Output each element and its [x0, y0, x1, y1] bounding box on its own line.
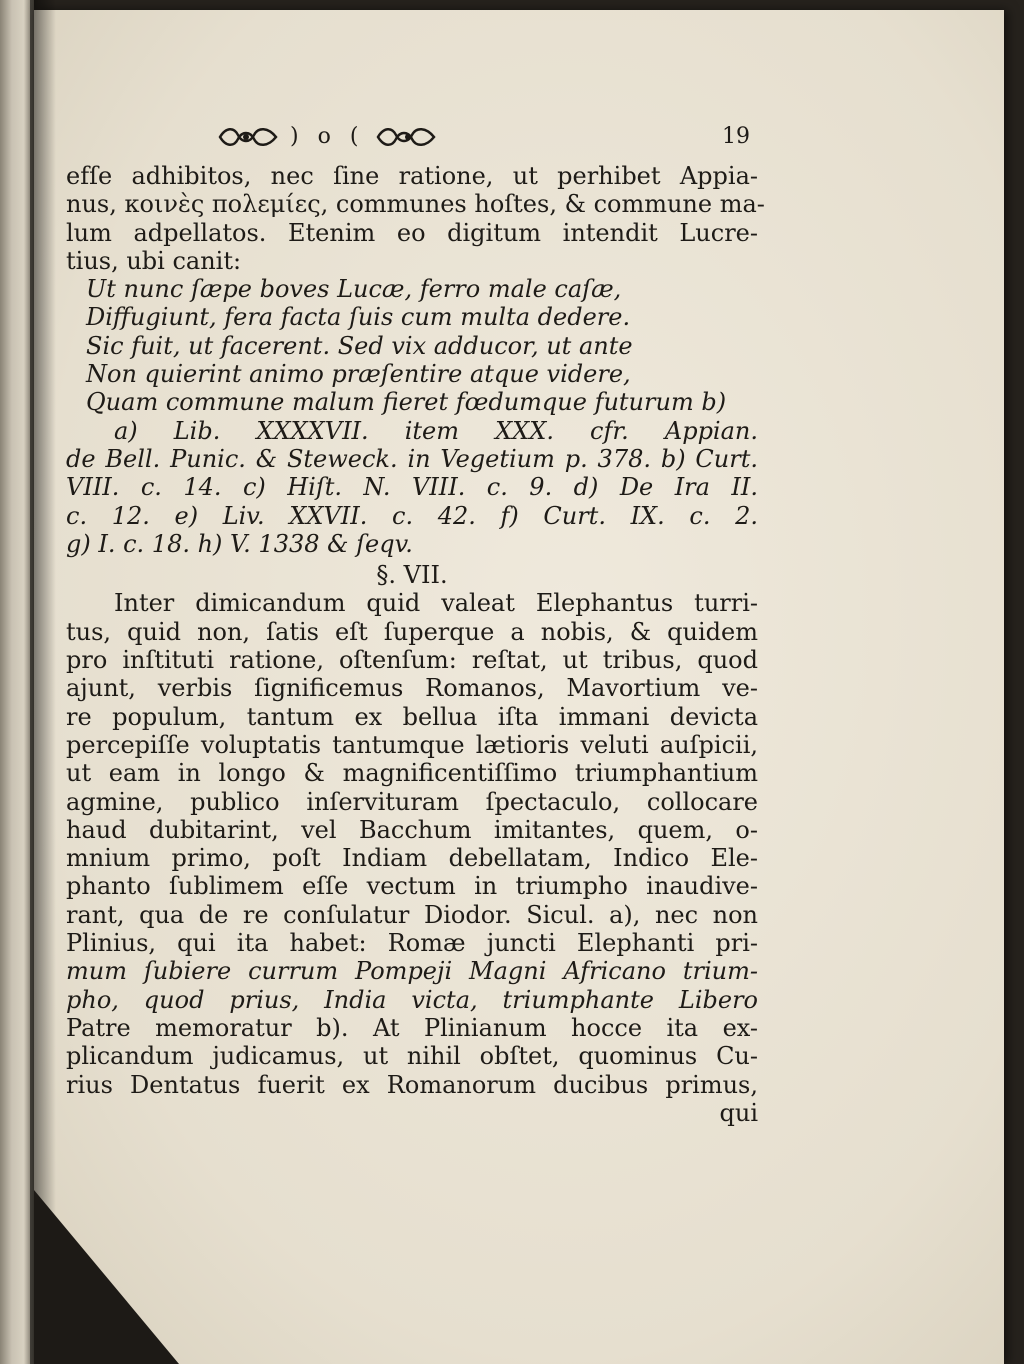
verse-line: Ut nunc ſæpe boves Lucæ, ferro male caſæ, — [86, 275, 622, 304]
ornament-left-icon — [218, 126, 278, 148]
verse-line: Sic fuit, ut facerent. Sed vix adducor, ut ante — [86, 331, 633, 360]
verse-quotation — [66, 275, 758, 416]
text-line: rant, qua de re conſulatur Diodor. Sicul. a), nec non — [66, 900, 758, 929]
verse-line: Diffugiunt, fera facta ſuis cum multa dedere. — [86, 303, 631, 332]
catchword: qui — [719, 1098, 758, 1127]
text-line: Patre memoratur b). At Plinianum hocce ita ex- — [66, 1013, 758, 1042]
verse-line: Non quierint animo præſentire atque videre, — [86, 360, 631, 389]
running-head-mark: ) o ( — [290, 123, 365, 149]
text-line: pro inſtituti ratione, oſtenſum: reſtat, ut tribus, quod — [66, 646, 758, 675]
footnotes — [66, 417, 758, 558]
text-line: nus, κοινὲς πολεμίες, communes hoſtes, & commune ma- — [66, 190, 765, 219]
running-head — [66, 120, 758, 154]
text-line: agmine, publico inſervituram ſpectaculo, collocare — [66, 787, 758, 816]
text-line: tus, quid non, ſatis eſt ſuperque a nobis, & quidem — [66, 617, 758, 646]
text-line: ajunt, verbis ſignificemus Romanos, Mavortium ve- — [66, 674, 758, 703]
text-line: haud dubitarint, vel Bacchum imitantes, quem, o- — [66, 815, 758, 844]
page-number: 19 — [722, 123, 750, 149]
text-line: lum adpellatos. Etenim eo digitum intendit Lucre- — [66, 218, 758, 247]
text-line: efſe adhibitos, nec ſine ratione, ut perhibet Appia- — [66, 162, 758, 190]
footnote-line: VIII. c. 14. c) Hiſt. N. VIII. c. 9. d) De Ira II. — [66, 473, 758, 502]
paragraph-before — [66, 162, 765, 275]
text-line: mum ſubiere currum Pompeji Magni Africano trium- — [66, 957, 758, 986]
text-line: tius, ubi canit: — [66, 246, 242, 275]
footnote-line: de Bell. Punic. & Steweck. in Vegetium p. 378. b) Curt. — [66, 444, 758, 473]
text-line: mnium primo, poſt Indiam debellatam, Indico Ele- — [66, 844, 758, 873]
text-line: re populum, tantum ex bellua iſta immani devicta — [66, 702, 758, 731]
text-line: percepiſſe voluptatis tantumque lætioris veluti auſpicii, — [66, 730, 758, 759]
footnote-line: c. 12. e) Liv. XXVII. c. 42. f) Curt. IX. c. 2. — [66, 501, 758, 530]
text-line: phanto ſublimem eſſe vectum in triumpho inaudive- — [66, 872, 758, 901]
text-line: pho, quod prius, India victa, triumphante Libero — [66, 985, 758, 1014]
text-block — [66, 120, 765, 1127]
text-line: Inter dimicandum quid valeat Elephantus turri- — [114, 589, 758, 618]
verse-line: Quam commune malum fieret fœdumque futurum b) — [86, 388, 727, 417]
text-line: ut eam in longo & magnificentiſſimo triumphantium — [66, 759, 758, 788]
paragraph-after — [66, 589, 758, 1098]
torn-corner — [34, 1190, 184, 1364]
text-line: Plinius, qui ita habet: Romæ juncti Elephanti pri- — [66, 929, 758, 958]
text-line: rius Dentatus fuerit ex Romanorum ducibus primus, — [66, 1070, 758, 1099]
spine-shadow — [30, 0, 56, 1364]
head-ornaments — [218, 123, 436, 151]
text-line: plicandum judicamus, ut nihil obſtet, quominus Cu- — [66, 1042, 758, 1071]
previous-page-edge — [0, 0, 34, 1364]
ornament-right-icon — [376, 126, 436, 148]
section-heading: §. VII. — [376, 561, 448, 590]
footnote-line: a) Lib. XXXXVII. item XXX. cfr. Appian. — [114, 416, 758, 445]
footnote-line: g) I. c. 18. h) V. 1338 & ſeqv. — [66, 529, 413, 558]
